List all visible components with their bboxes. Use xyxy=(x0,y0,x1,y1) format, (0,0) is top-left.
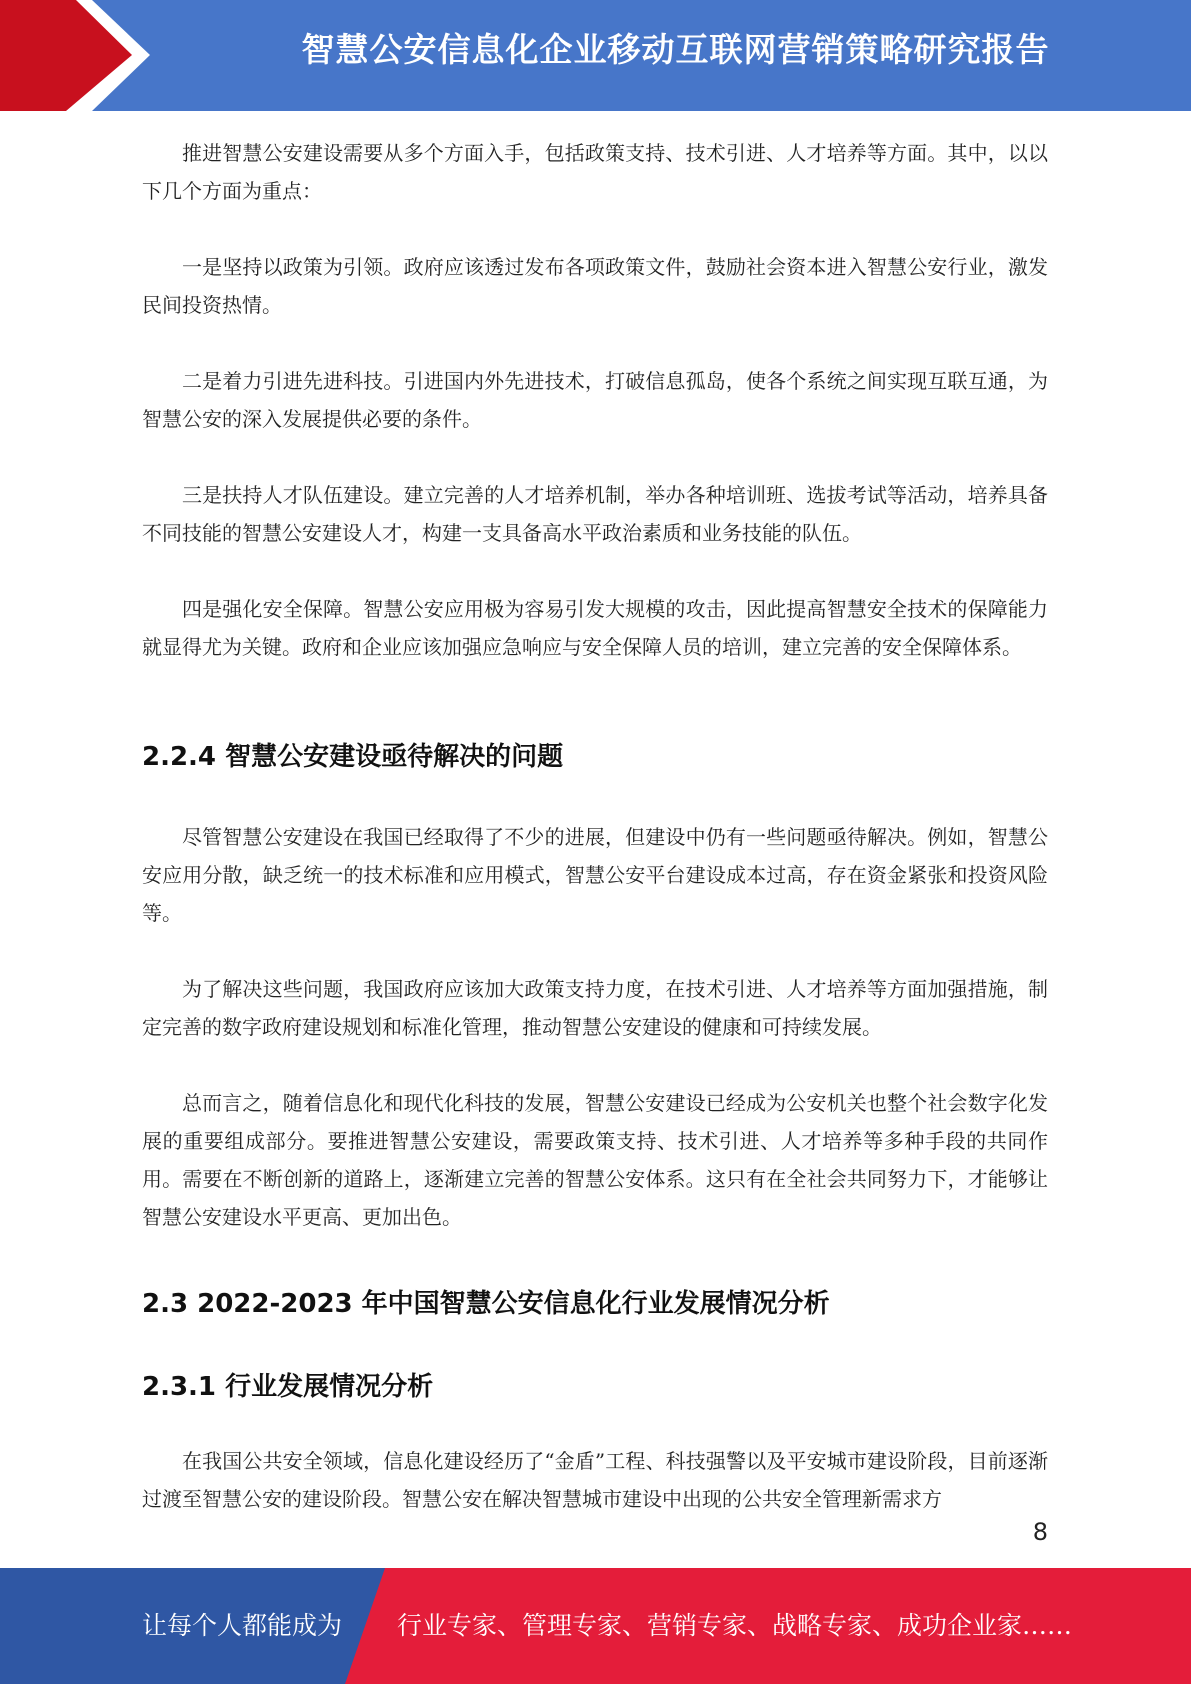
paragraph-summary: 总而言之，随着信息化和现代化科技的发展，智慧公安建设已经成为公安机关也整个社会数字化发展的重要组成部分。要推进智慧公安建设，需要政策支持、技术引进、人才培养等多种手段的共同作用。需要在不断创新的道路上，逐渐建立完善的智慧公安体系。这只有在全社会共同努力下，才能够让智慧公安建设水平更高、更加出色。 xyxy=(142,1091,1048,1229)
paragraph-industry-development: 在我国公共安全领域，信息化建设经历了“金盾”工程、科技强警以及平安城市建设阶段，目前逐渐过渡至智慧公安的建设阶段。智慧公安在解决智慧城市建设中出现的公共安全管理新需求方 xyxy=(142,1449,1048,1511)
footer-slogan-right: 行业专家、管理专家、营销专家、战略专家、成功企业家…… xyxy=(397,1611,1073,1640)
page-footer xyxy=(0,1568,1191,1684)
page-number: 8 xyxy=(1032,1518,1048,1546)
paragraph-solutions: 为了解决这些问题，我国政府应该加大政策支持力度，在技术引进、人才培养等方面加强措施，制定完善的数字政府建设规划和标准化管理，推动智慧公安建设的健康和可持续发展。 xyxy=(142,977,1048,1039)
paragraph-intro: 推进智慧公安建设需要从多个方面入手，包括政策支持、技术引进、人才培养等方面。其中，以以下几个方面为重点： xyxy=(142,141,1048,203)
paragraph-point-one: 一是坚持以政策为引领。政府应该透过发布各项政策文件，鼓励社会资本进入智慧公安行业，激发民间投资热情。 xyxy=(142,255,1048,317)
paragraph-point-two: 二是着力引进先进科技。引进国内外先进技术，打破信息孤岛，使各个系统之间实现互联互通，为智慧公安的深入发展提供必要的条件。 xyxy=(142,369,1048,431)
header-arrow-decoration xyxy=(0,0,160,111)
footer-slogan-left: 让每个人都能成为 xyxy=(142,1611,343,1640)
page-header xyxy=(0,0,1191,111)
paragraph-point-four: 四是强化安全保障。智慧公安应用极为容易引发大规模的攻击，因此提高智慧安全技术的保障能力就显得尤为关键。政府和企业应该加强应急响应与安全保障人员的培训，建立完善的安全保障体系。 xyxy=(142,597,1048,659)
section-heading-2-3-1: 2.3.1 行业发展情况分析 xyxy=(142,1372,434,1402)
paragraph-point-three: 三是扶持人才队伍建设。建立完善的人才培养机制，举办各种培训班、选拔考试等活动，培养具备不同技能的智慧公安建设人才，构建一支具备高水平政治素质和业务技能的队伍。 xyxy=(142,483,1048,545)
section-heading-2-3: 2.3 2022-2023 年中国智慧公安信息化行业发展情况分析 xyxy=(142,1289,830,1319)
report-title: 智慧公安信息化企业移动互联网营销策略研究报告 xyxy=(301,30,1050,69)
section-heading-2-2-4: 2.2.4 智慧公安建设亟待解决的问题 xyxy=(142,742,564,772)
paragraph-problems: 尽管智慧公安建设在我国已经取得了不少的进展，但建设中仍有一些问题亟待解决。例如，智慧公安应用分散，缺乏统一的技术标准和应用模式，智慧公安平台建设成本过高，存在资金紧张和投资风险等。 xyxy=(142,825,1048,925)
header-arrow-red xyxy=(0,0,132,111)
